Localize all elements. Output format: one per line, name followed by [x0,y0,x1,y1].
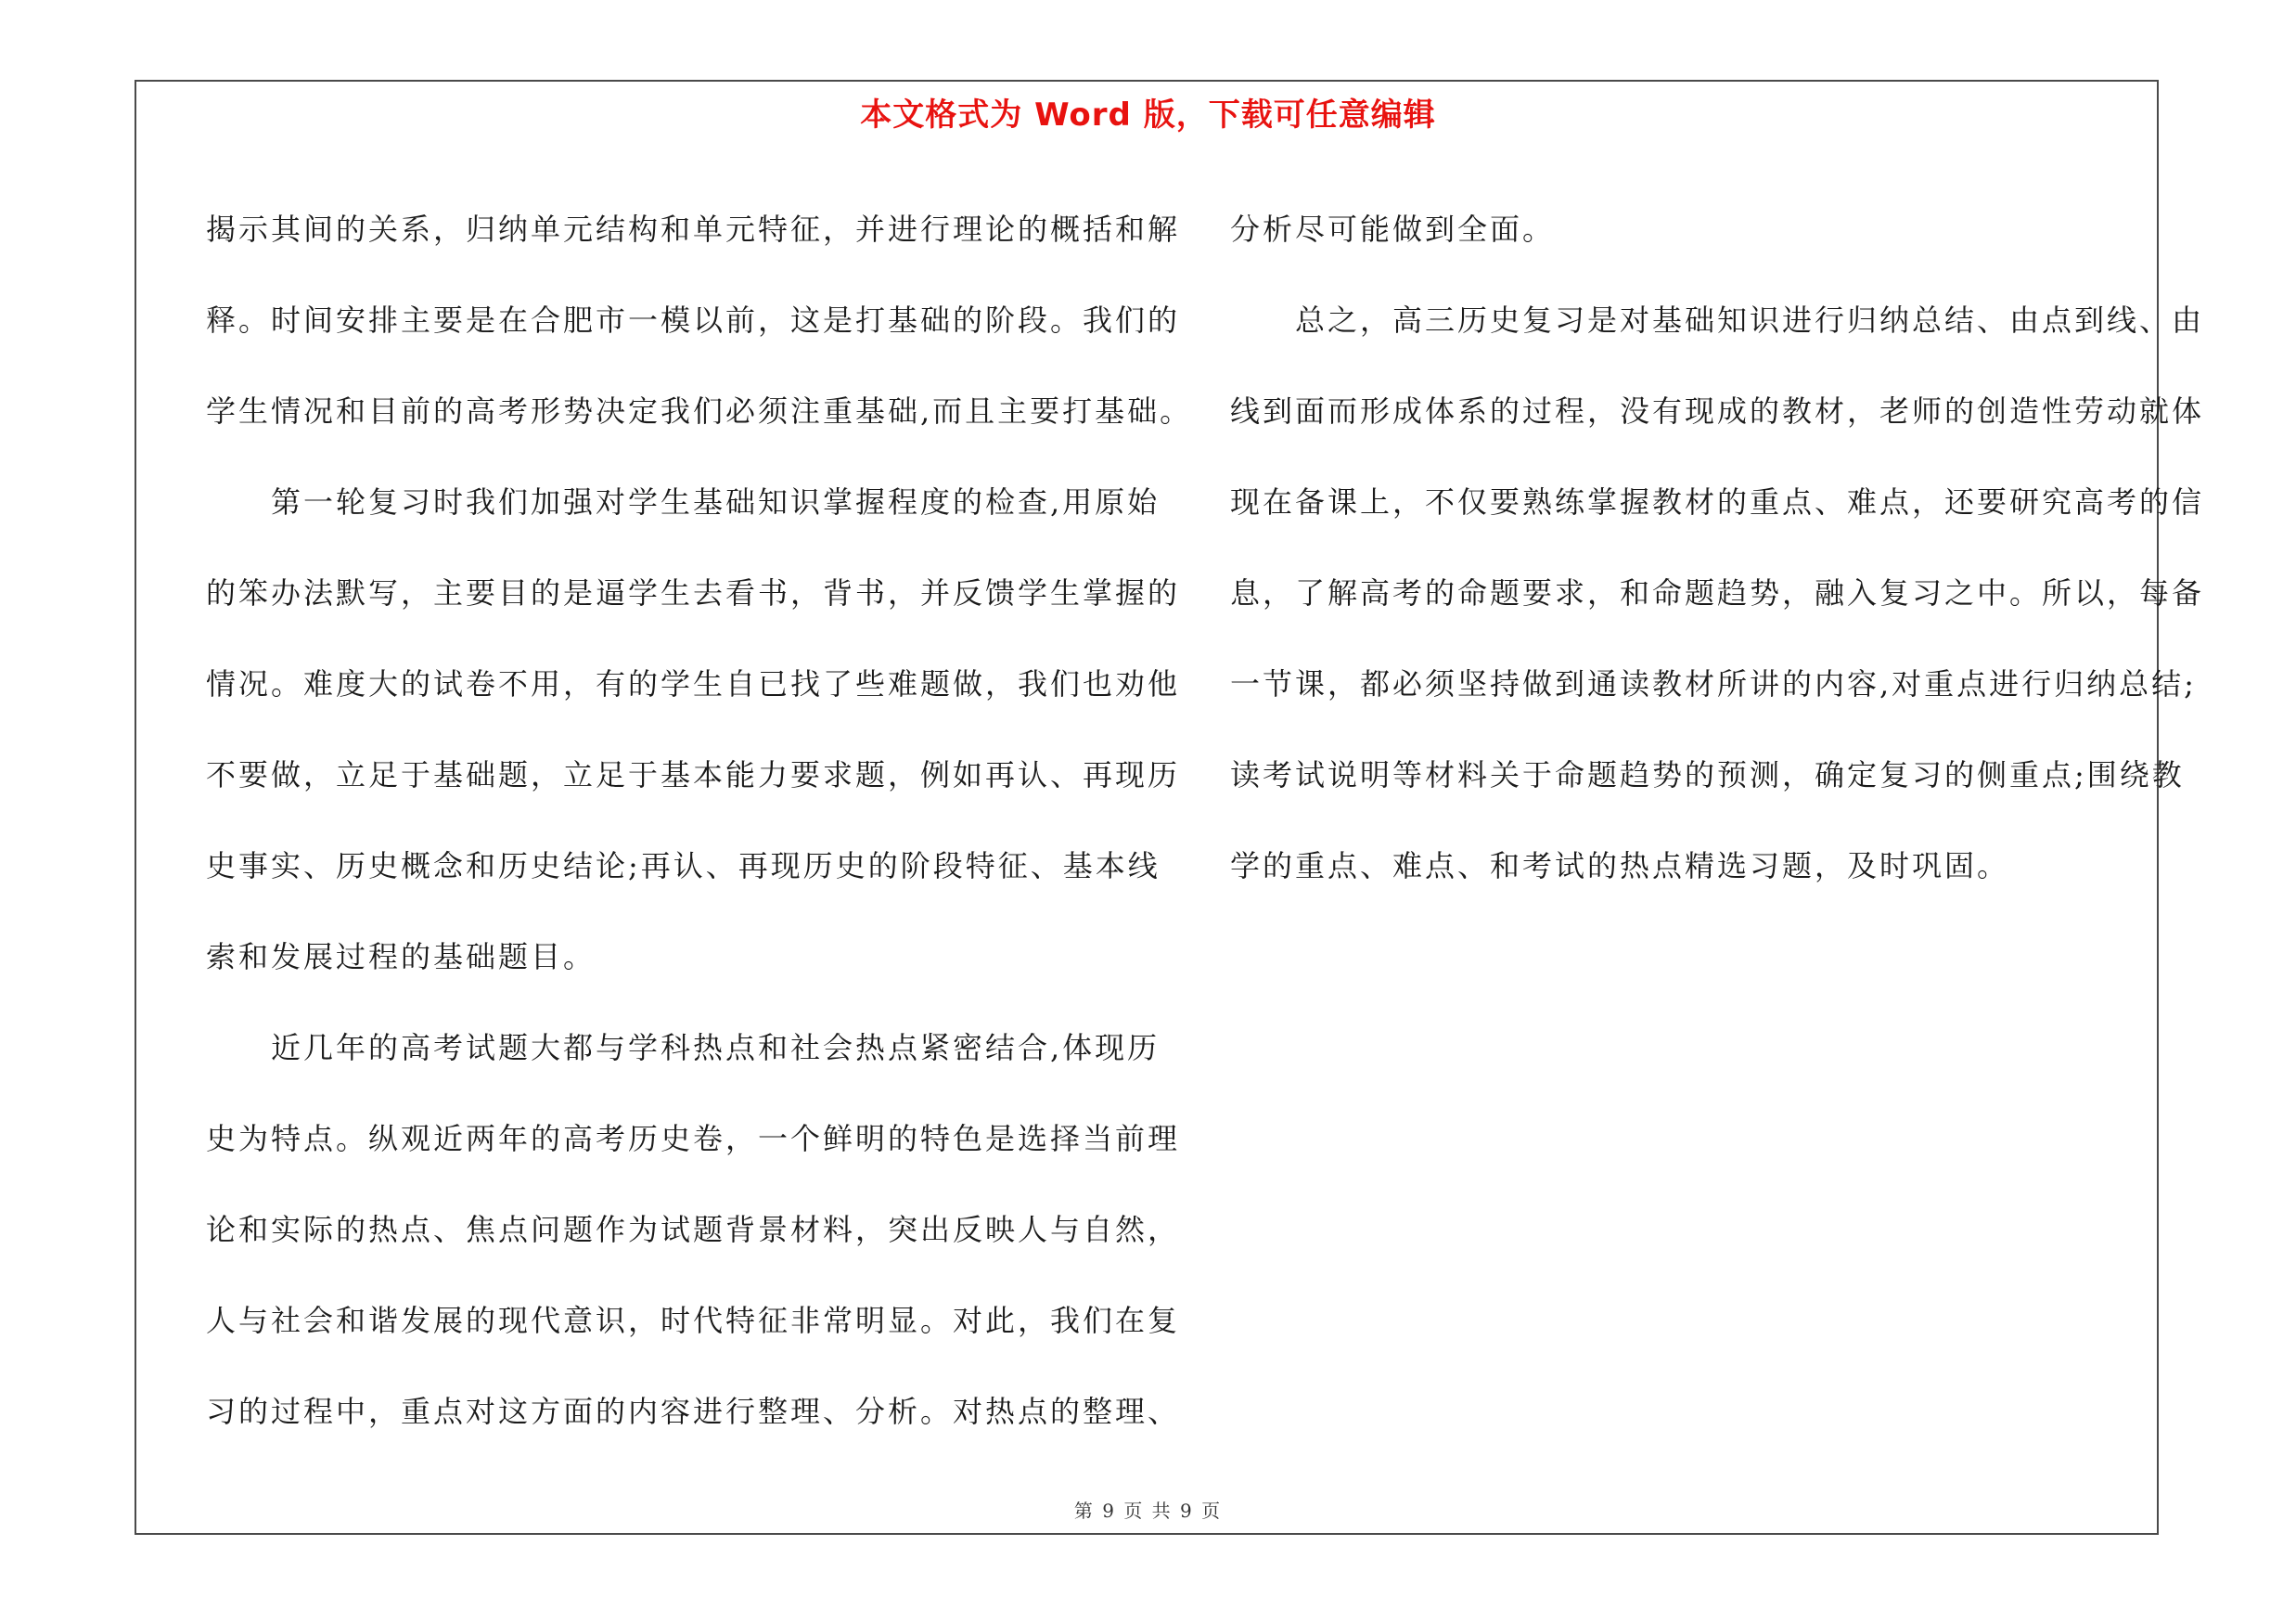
text-line: 线到面而形成体系的过程，没有现成的教材，老师的创造性劳动就体 [1230,393,2205,429]
text-line: 分析尽可能做到全面。 [1230,212,1556,247]
page-number: 第 9 页 共 9 页 [1073,1500,1223,1522]
text-line: 学的重点、难点、和考试的热点精选习题，及时巩固。 [1230,848,2010,883]
text-line: 情况。难度大的试卷不用，有的学生自已找了些难题做，我们也劝他 [206,666,1181,702]
text-line: 索和发展过程的基础题目。 [206,939,596,974]
text-line: 不要做，立足于基础题，立足于基本能力要求题，例如再认、再现历 [206,757,1181,792]
text-line: 的笨办法默写，主要目的是逼学生去看书，背书，并反馈学生掌握的 [206,575,1181,611]
text-line: 息，了解高考的命题要求，和命题趋势，融入复习之中。所以，每备 [1230,575,2205,611]
text-line: 人与社会和谐发展的现代意识，时代特征非常明显。对此，我们在复 [206,1303,1181,1338]
text-line: 史为特点。纵观近两年的高考历史卷，一个鲜明的特色是选择当前理 [206,1121,1181,1156]
text-line: 读考试说明等材料关于命题趋势的预测，确定复习的侧重点;围绕教 [1230,757,2185,792]
text-line: 一节课，都必须坚持做到通读教材所讲的内容,对重点进行归纳总结; [1230,666,2197,702]
text-line: 释。时间安排主要是在合肥市一模以前，这是打基础的阶段。我们的 [206,303,1181,338]
text-line: 史事实、历史概念和历史结论;再认、再现历史的阶段特征、基本线 [206,848,1161,883]
left-text-column [206,184,1193,1457]
text-line: 揭示其间的关系，归纳单元结构和单元特征，并进行理论的概括和解 [206,212,1181,247]
text-line: 总之，高三历史复习是对基础知识进行归纳总结、由点到线、由 [1230,303,2205,338]
text-line: 学生情况和目前的高考形势决定我们必须注重基础,而且主要打基础。 [206,393,1193,429]
text-line: 论和实际的热点、焦点问题作为试题背景材料，突出反映人与自然， [206,1212,1181,1247]
text-line: 习的过程中，重点对这方面的内容进行整理、分析。对热点的整理、 [206,1394,1181,1429]
right-text-column [1230,184,2205,911]
text-line: 现在备课上，不仅要熟练掌握教材的重点、难点，还要研究高考的信 [1230,484,2205,520]
text-line: 近几年的高考试题大都与学科热点和社会热点紧密结合,体现历 [206,1030,1161,1065]
text-line: 第一轮复习时我们加强对学生基础知识掌握程度的检查,用原始 [206,484,1161,520]
word-format-banner: 本文格式为 Word 版，下载可任意编辑 [860,97,1436,134]
